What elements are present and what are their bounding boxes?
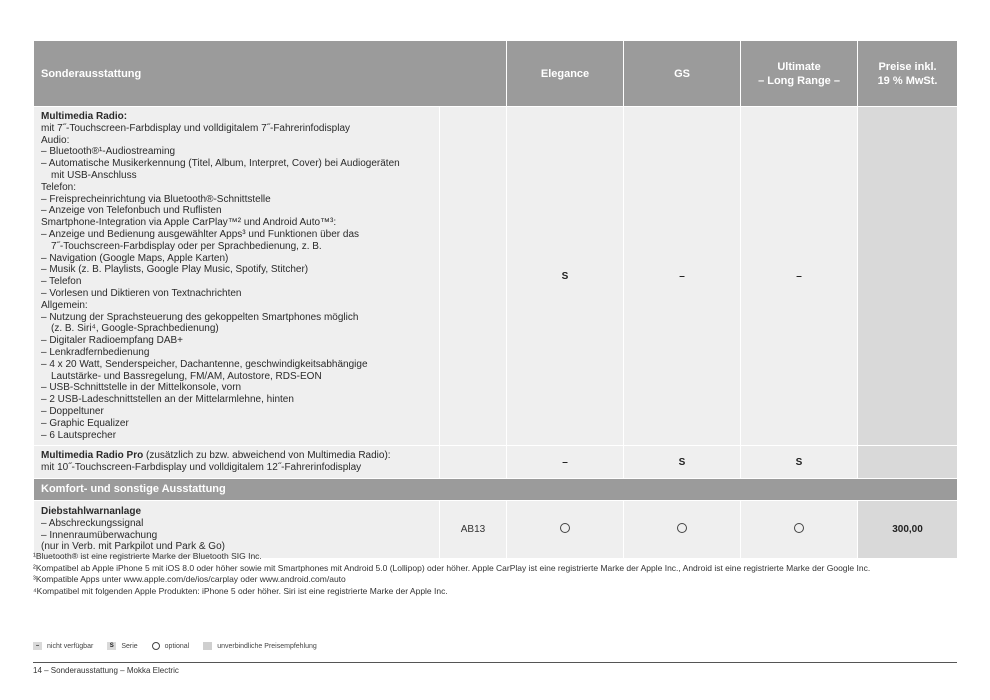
header-price-line2: 19 % MwSt. bbox=[877, 74, 938, 87]
legend-label: unverbindliche Preisempfehlung bbox=[217, 642, 317, 650]
s-icon: S bbox=[107, 642, 116, 650]
desc-line: – Anzeige von Telefonbuch und Ruflisten bbox=[41, 205, 222, 217]
row-code bbox=[440, 107, 507, 446]
desc-line: Telefon: bbox=[41, 181, 77, 193]
desc-line: – Lenkradfernbedienung bbox=[41, 346, 150, 358]
desc-line: – Graphic Equalizer bbox=[41, 417, 129, 429]
desc-line: 7˝-Touchscreen-Farbdisplay oder per Sprachbedienung, z. B. bbox=[51, 240, 322, 252]
row-gs-value: S bbox=[624, 446, 741, 479]
legend-label: nicht verfügbar bbox=[47, 642, 94, 650]
desc-line: mit 7˝-Touchscreen-Farbdisplay und volldigitalem 7˝-Fahrerinfodisplay bbox=[41, 122, 351, 134]
desc-line: – Automatische Musikerkennung (Titel, Album, Interpret, Cover) bei Audiogeräten bbox=[41, 158, 400, 170]
header-ultimate-line2: – Long Range – bbox=[758, 74, 840, 87]
row-title: Multimedia Radio: bbox=[41, 111, 128, 122]
row-code: AB13 bbox=[440, 500, 507, 558]
desc-line: mit 10˝-Touchscreen-Farbdisplay und volldigitalem 12˝-Fahrerinfodisplay bbox=[41, 462, 362, 474]
desc-line: – Nutzung der Sprachsteuerung des gekoppelten Smartphones möglich bbox=[41, 311, 359, 323]
desc-line: – Digitaler Radioempfang DAB+ bbox=[41, 335, 184, 347]
header-price bbox=[858, 41, 958, 107]
header-elegance: Elegance bbox=[507, 41, 624, 107]
equipment-table bbox=[33, 40, 958, 559]
dash-icon: – bbox=[33, 642, 42, 650]
section-title: Komfort- und sonstige Ausstattung bbox=[34, 478, 958, 500]
header-gs: GS bbox=[624, 41, 741, 107]
legend-price bbox=[203, 642, 317, 650]
section-header-row bbox=[34, 478, 958, 500]
desc-line: – Bluetooth®¹-Audiostreaming bbox=[41, 146, 176, 158]
row-elegance-value bbox=[507, 500, 624, 558]
table-header-row bbox=[34, 41, 958, 107]
optional-circle-icon bbox=[560, 523, 570, 533]
header-sonderausstattung: Sonderausstattung bbox=[34, 41, 507, 107]
footnote: ⁴Kompatibel mit folgenden Apple Produkten: iPhone 5 oder höher. Siri ist eine registrierte Marke der Apple Inc. bbox=[33, 585, 448, 596]
row-description bbox=[34, 500, 440, 558]
optional-circle-icon bbox=[677, 523, 687, 533]
desc-line: Allgemein: bbox=[41, 299, 88, 311]
desc-line: – 2 USB-Ladeschnittstellen an der Mittelarmlehne, hinten bbox=[41, 394, 294, 406]
row-elegance-value: S bbox=[507, 107, 624, 446]
legend-label: Serie bbox=[121, 642, 138, 650]
table-row bbox=[34, 446, 958, 479]
row-price bbox=[858, 107, 958, 446]
desc-line: Smartphone-Integration via Apple CarPlay™² und Android Auto™³: bbox=[41, 217, 337, 229]
row-ultimate-value: S bbox=[741, 446, 858, 479]
row-title: Multimedia Radio Pro bbox=[41, 450, 144, 462]
legend-label: optional bbox=[164, 642, 190, 650]
row-title: Diebstahlwarnanlage bbox=[41, 505, 142, 517]
row-price: 300,00 bbox=[858, 500, 958, 558]
desc-line: – Freisprecheinrichtung via Bluetooth®-Schnittstelle bbox=[41, 193, 271, 205]
footer-divider bbox=[33, 662, 957, 663]
row-price bbox=[858, 446, 958, 479]
page-footer: 14 – Sonderausstattung – Mokka Electric bbox=[33, 666, 179, 675]
row-ultimate-value bbox=[741, 500, 858, 558]
row-elegance-value: – bbox=[507, 446, 624, 479]
table-row bbox=[34, 500, 958, 558]
desc-line: (z. B. Siri⁴, Google-Sprachbedienung) bbox=[51, 323, 219, 335]
row-title-suffix: (zusätzlich zu bzw. abweichend von Multimedia Radio): bbox=[143, 450, 391, 462]
header-price-line1: Preise inkl. bbox=[878, 60, 937, 73]
optional-circle-icon bbox=[794, 523, 804, 533]
desc-line: – Abschreckungssignal bbox=[41, 517, 144, 529]
footnote: ²Kompatibel ab Apple iPhone 5 mit iOS 8.0 oder höher sowie mit Smartphones mit Android 5.0 (Lollipop) oder höher. Apple CarPlay ist eine registrierte Marke der Apple Inc., Android ist eine registrierte Marke der Google Inc. bbox=[33, 562, 871, 573]
desc-line: – Musik (z. B. Playlists, Google Play Music, Spotify, Stitcher) bbox=[41, 264, 309, 276]
legend-standard bbox=[107, 642, 137, 650]
header-ultimate bbox=[741, 41, 858, 107]
row-gs-value: – bbox=[624, 107, 741, 446]
footnote: ¹Bluetooth® ist eine registrierte Marke der Bluetooth SIG Inc. bbox=[33, 551, 262, 561]
row-description bbox=[34, 446, 440, 479]
desc-line: – 4 x 20 Watt, Senderspeicher, Dachantenne, geschwindigkeitsabhängige bbox=[41, 358, 368, 370]
table-row bbox=[34, 107, 958, 446]
desc-line: Audio: bbox=[41, 134, 70, 146]
optional-circle-icon bbox=[152, 642, 160, 650]
desc-line: – Telefon bbox=[41, 276, 82, 288]
legend bbox=[33, 642, 331, 650]
row-gs-value bbox=[624, 500, 741, 558]
gray-square-icon bbox=[203, 642, 212, 650]
footnote: ³Kompatible Apps unter www.apple.com/de/ios/carplay oder www.android.com/auto bbox=[33, 574, 346, 584]
desc-line: Lautstärke- und Bassregelung, FM/AM, Autostore, RDS-EON bbox=[51, 370, 322, 382]
desc-line: – 6 Lautsprecher bbox=[41, 429, 117, 441]
desc-line: – Vorlesen und Diktieren von Textnachrichten bbox=[41, 287, 242, 299]
desc-line: – USB-Schnittstelle in der Mittelkonsole, vorn bbox=[41, 382, 242, 394]
desc-line: mit USB-Anschluss bbox=[51, 169, 137, 181]
header-ultimate-line1: Ultimate bbox=[777, 60, 821, 73]
desc-line: – Innenraumüberwachung bbox=[41, 529, 158, 541]
row-description bbox=[34, 107, 440, 446]
row-code bbox=[440, 446, 507, 479]
legend-not-available bbox=[33, 642, 93, 650]
desc-line: – Anzeige und Bedienung ausgewählter Apps³ und Funktionen über das bbox=[41, 228, 360, 240]
desc-line: – Navigation (Google Maps, Apple Karten) bbox=[41, 252, 229, 264]
footnotes bbox=[33, 551, 957, 597]
desc-line: (nur in Verb. mit Parkpilot und Park & Go) bbox=[41, 541, 225, 553]
row-ultimate-value: – bbox=[741, 107, 858, 446]
desc-line: – Doppeltuner bbox=[41, 405, 104, 417]
legend-optional bbox=[152, 642, 190, 650]
